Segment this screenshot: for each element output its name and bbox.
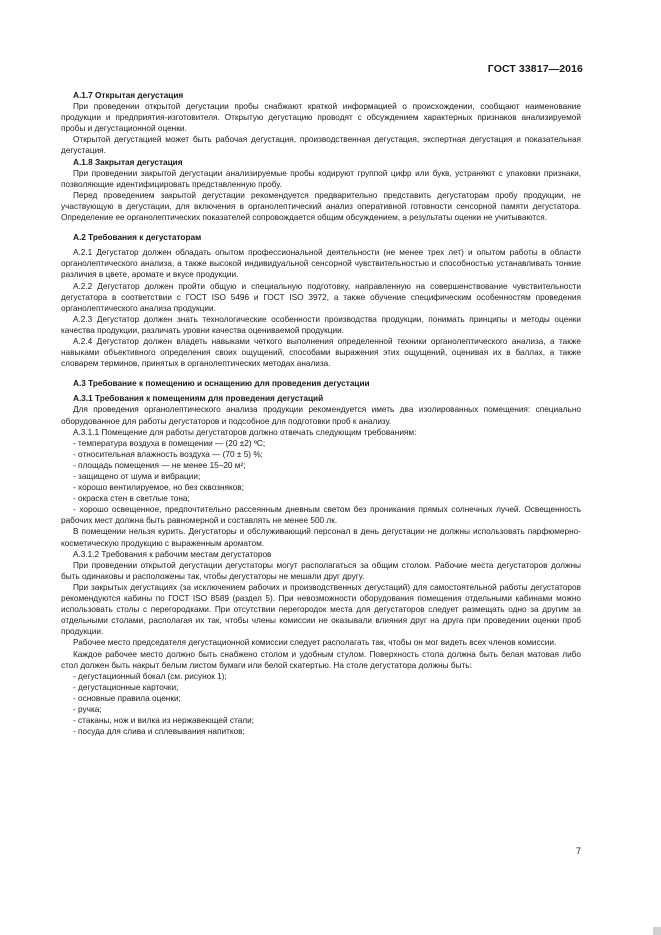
body-paragraph: При закрытых дегустациях (за исключением рабочих и производственных дегустаций) для самостоятельной работы дегустаторов рекомендуются кабины по ГОСТ ISO 8589 (раздел 5). При невозможности оборудования помещения отдельными кабинами можно использовать столы с перегородками. При отсутствии перегородок места для дегустаторов следует размещать одно за другим за отдельными столами, располагая их так, чтобы члены комиссии не оказывали влияния друг на друга при проведении оценки проб продукции.	[61, 582, 581, 637]
list-item: - дегустационный бокал (см. рисунок 1);	[73, 671, 227, 681]
body-paragraph: А.2.2 Дегустатор должен пройти общую и специальную подготовку, направленную на совершенствование чувствительности дегустатора в соответствии с ГОСТ ISO 5496 и ГОСТ ISO 3972, а также обучение специфическим особенностям проведения органолептического анализа продукции.	[61, 281, 581, 313]
section-heading: А.3 Требование к помещению и оснащению для проведения дегустации	[73, 379, 370, 389]
list-item: - относительная влажность воздуха — (70 ± 5) %;	[73, 449, 263, 459]
list-item: - температура воздуха в помещении — (20 ±2) ºC;	[73, 438, 266, 448]
body-paragraph: А.2.1 Дегустатор должен обладать опытом профессиональной деятельности (не менее трех лет) и опытом работы в области органолептического анализа, а также высокой индивидуальной сенсорной чувствительностью и способностью устанавливать тонкие различия в цвете, аромате и вкусе продукции.	[61, 248, 581, 280]
list-item: - окраска стен в светлые тона;	[73, 494, 190, 504]
body-paragraph: При проведении закрытой дегустации анализируемые пробы кодируют группой цифр или букв, устраняют с упаковки признаки, позволяющие идентифицировать представленную пробу.	[61, 168, 581, 189]
body-paragraph: Открытой дегустацией может быть рабочая дегустация, производственная дегустация, экспертная дегустация и показательная дегустация.	[61, 135, 581, 156]
body-paragraph: - хорошо освещенное, предпочтительно рассеянным дневным светом без проникания прямых солнечных лучей. Освещенность рабочих мест должна быть равномерной и составлять не менее 500 лк.	[61, 505, 581, 526]
body-paragraph: Каждое рабочее место должно быть снабжено столом и удобным стулом. Поверхность стола должна быть белая матовая либо стол должен быть накрыт белым листом бумаги или белой скатертью. На столе дегустатора должны быть:	[61, 649, 581, 670]
list-item: - стаканы, нож и вилка из нержавеющей стали;	[73, 716, 255, 726]
document-id: ГОСТ 33817—2016	[487, 63, 583, 75]
body-paragraph: Перед проведением закрытой дегустации рекомендуется предварительно представить дегустаторам пробу продукции, не участвующую в дегустации, для включения в органолептический анализ оперативной готовности сенсорной памяти дегустатора. Определение ее органолептических показателей сопровождается общим обсуждением, а результаты оценки не учитываются.	[61, 190, 581, 223]
list-item: - хорошо вентилируемое, но без сквозняков;	[73, 483, 244, 493]
list-item: - дегустационные карточки;	[73, 682, 179, 692]
body-paragraph: При проведении открытой дегустации пробы снабжают краткой информацией о происхождении, сообщают наименование продукции и предприятия-изготовителя. Открытую дегустацию проводят с обсуждением характерных признаков анализируемой пробы и дегустационной оценки.	[61, 102, 581, 134]
body-paragraph: Рабочее место председателя дегустационной комиссии следует располагать так, чтобы он мог видеть всех членов комиссии.	[73, 638, 557, 648]
body-paragraph: Для проведения органолептического анализа продукции рекомендуется иметь два изолированных помещения: специально оборудованное для работы дегустаторов и подсобное для подготовки проб к анализу.	[61, 405, 581, 426]
list-item: - основные правила оценки;	[73, 693, 181, 703]
list-item: - площадь помещения — не менее 15–20 м²;	[73, 460, 246, 470]
list-item: - ручка;	[73, 704, 102, 714]
body-paragraph: В помещении нельзя курить. Дегустаторы и обслуживающий персонал в день дегустации не должны использовать парфюмерно-косметическую продукцию с выраженным ароматом.	[61, 527, 581, 548]
body-paragraph: А.2.4 Дегустатор должен владеть навыками четкого выполнения определенной техники органолептического анализа, а также навыками объективного определения своих ощущений, способами выражения этих ощущений, оценивая их в баллах, а также словарем терминов, принятых в органолептических методах анализа.	[61, 336, 581, 369]
section-heading: А.3.1 Требования к помещениям для проведения дегустаций	[73, 394, 324, 404]
section-heading: А.1.7 Открытая дегустация	[73, 91, 184, 100]
document-body	[61, 90, 581, 737]
body-paragraph: А.3.1.2 Требования к рабочим местам дегустаторов	[73, 549, 272, 559]
page-number: 7	[575, 846, 581, 856]
body-paragraph: При проведении открытой дегустации дегустаторы могут располагаться за общим столом. Рабочие места дегустаторов должны быть одинаковы и расположены так, чтобы дегустаторы не мешали друг другу.	[61, 560, 581, 581]
section-heading: А.1.8 Закрытая дегустация	[73, 157, 183, 167]
section-heading: А.2 Требования к дегустаторам	[73, 233, 202, 243]
body-paragraph: А.2.3 Дегустатор должен знать технологические особенности производства продукции, понимать принципы и методы оценки качества продукции, различать уровни качества оцениваемой продукции.	[61, 314, 581, 335]
page-corner-mark	[653, 927, 661, 935]
list-item: - защищено от шума и вибрации;	[73, 472, 201, 481]
body-paragraph: А.3.1.1 Помещение для работы дегустаторов должно отвечать следующим требованиям:	[73, 427, 417, 437]
list-item: - посуда для слива и сплевывания напитков;	[73, 727, 245, 737]
